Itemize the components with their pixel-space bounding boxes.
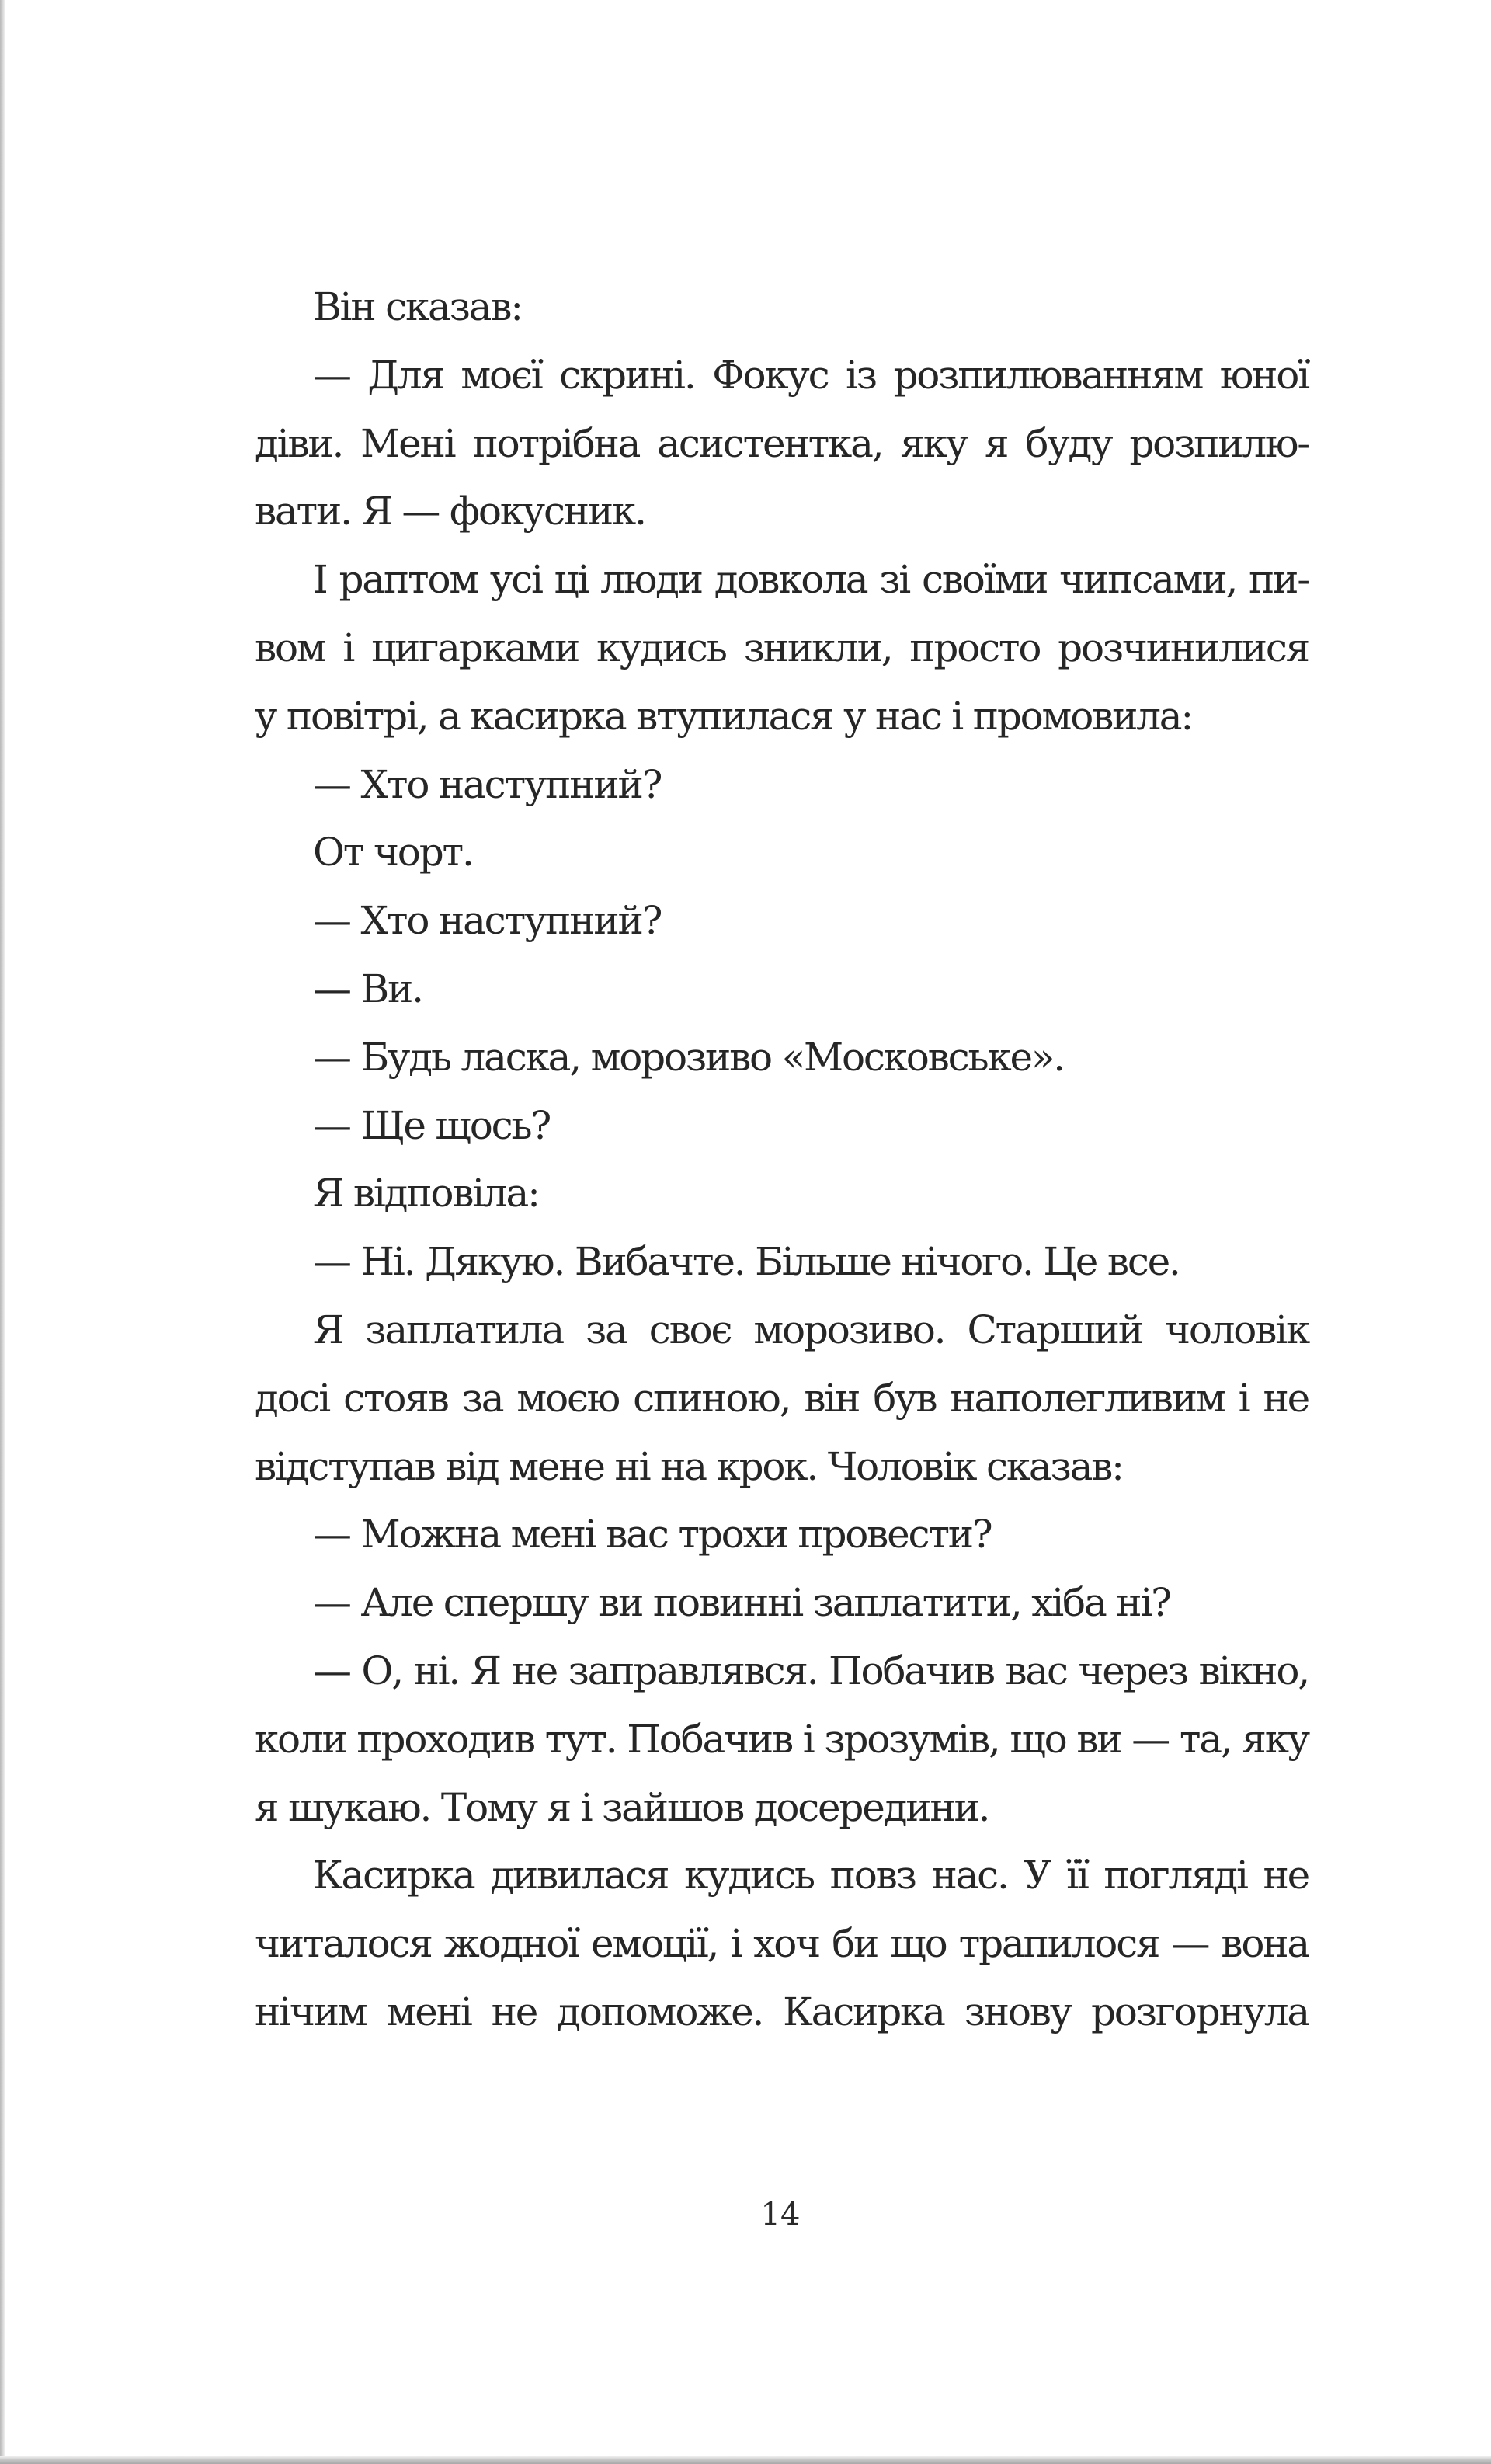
text-line: відступав від мене ні на крок. Чоловік сказав: (255, 1443, 1123, 1489)
text-line: — О, ні. Я не заправлявся. Побачив вас через вікно, (313, 1648, 1309, 1693)
text-line: досі стояв за моєю спиною, він був наполегливим і не (255, 1375, 1309, 1421)
text-line: — Будь ласка, морозиво «Московське». (313, 1034, 1064, 1080)
text-line: — Можна мені вас трохи провести? (313, 1512, 992, 1557)
text-line: я шукаю. Тому я і зайшов досередини. (255, 1784, 989, 1830)
text-line: — Хто наступний? (313, 898, 662, 944)
text-line: Я відповіла: (313, 1171, 539, 1216)
text-line: Я заплатила за своє морозиво. Старший чоловік (313, 1307, 1309, 1352)
page-number: 14 (760, 2197, 801, 2233)
text-line: коли проходив тут. Побачив і зрозумів, що ви — та, яку (255, 1716, 1309, 1762)
text-line: — Хто наступний? (313, 761, 662, 807)
text-line: читалося жодної емоції, і хоч би що трапилося — вона (255, 1921, 1309, 1967)
text-line: нічим мені не допоможе. Касирка знову розгорнула (255, 1989, 1309, 2034)
body-text (255, 273, 1309, 2047)
text-line: у повітрі, а касирка втупилася у нас і промовила: (255, 693, 1193, 739)
text-line: — Ви. (313, 966, 422, 1011)
text-line: І раптом усі ці люди довкола зі своїми чипсами, пи- (313, 557, 1309, 603)
page-edge-left-shadow (0, 0, 5, 2464)
text-line: Він сказав: (313, 284, 522, 329)
text-line: — Ще щось? (313, 1102, 551, 1148)
text-line: діви. Мені потрібна асистентка, яку я буду розпилю- (255, 420, 1309, 466)
text-line: вати. Я — фокусник. (255, 489, 645, 534)
text-line: вом і цигарками кудись зникли, просто розчинилися (255, 625, 1309, 670)
text-line: От чорт. (313, 830, 473, 875)
text-line: — Ні. Дякую. Вибачте. Більше нічого. Це все. (313, 1239, 1180, 1285)
page-edge-bottom-shadow (0, 2456, 1491, 2464)
text-line: — Для моєї скрині. Фокус із розпилюванням юної (313, 352, 1309, 398)
text-line: — Але спершу ви повинні заплатити, хіба ні? (313, 1580, 1170, 1626)
text-line: Касирка дивилася кудись повз нас. У її погляді не (313, 1853, 1309, 1898)
